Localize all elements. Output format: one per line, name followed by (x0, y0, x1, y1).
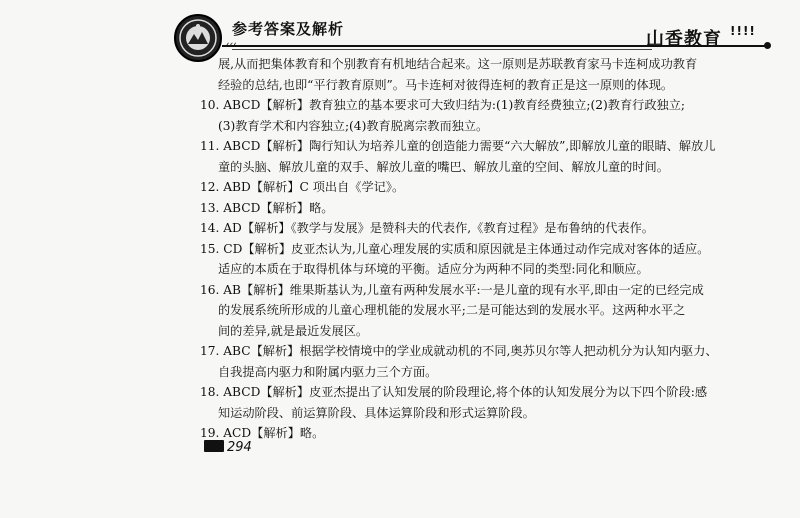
text-line: (3)教育学术和内容独立;(4)教育脱离宗教而独立。 (218, 118, 489, 133)
rule-end-dot (764, 42, 771, 49)
answer-item-15 (200, 239, 772, 280)
answer-item-13 (200, 198, 772, 219)
answer-item-10 (200, 95, 772, 136)
text-line: 11. ABCD【解析】陶行知认为培养儿童的创造能力需要“六大解放”,即解放儿童的眼睛、解放儿 (200, 139, 716, 153)
answer-item-18 (200, 382, 772, 423)
text-line: 童的头脑、解放儿童的双手、解放儿童的嘴巴、解放儿童的空间、解放儿童的时间。 (218, 159, 669, 174)
text-line: 知运动阶段、前运算阶段、具体运算阶段和形式运算阶段。 (218, 405, 535, 420)
answer-item-14 (200, 218, 772, 239)
text-line: 18. ABCD【解析】皮亚杰提出了认知发展的阶段理论,将个体的认知发展分为以下四个阶段:感 (200, 385, 708, 399)
intro-paragraph (200, 54, 772, 95)
text-line: 16. AB【解析】维果斯基认为,儿童有两种发展水平:一是儿童的现有水平,即由一定的已经完成 (200, 282, 704, 297)
answer-content (200, 54, 772, 444)
header-rule-thin (232, 49, 652, 50)
text-line: 13. ABCD【解析】略。 (200, 200, 334, 215)
text-line: 19. ACD【解析】略。 (200, 426, 325, 440)
answer-item-16 (200, 280, 772, 342)
page-footer (204, 440, 252, 455)
text-line: 14. AD【解析】《教学与发展》是赞科夫的代表作,《教育过程》是布鲁纳的代表作。 (200, 221, 654, 235)
text-line: 17. ABC【解析】根据学校情境中的学业成就动机的不同,奥苏贝尔等人把动机分为认知内驱力、 (200, 344, 718, 358)
text-line: 12. ABD【解析】C 项出自《学记》。 (200, 180, 405, 194)
page-number: 294 (227, 440, 252, 455)
text-line: 适应的本质在于取得机体与环境的平衡。适应分为两种不同的类型:同化和顺应。 (218, 262, 649, 276)
text-line: 间的差异,就是最近发展区。 (218, 323, 369, 338)
text-line: 自我提高内驱力和附属内驱力三个方面。 (218, 364, 438, 379)
text-line: 15. CD【解析】皮亚杰认为,儿童心理发展的实质和原因就是主体通过动作完成对客体的适应。 (200, 241, 710, 256)
brand-name: 山香教育 (646, 29, 722, 50)
text-line: 的发展系统所形成的儿童心理机能的发展水平;二是可能达到的发展水平。这两种水平之 (218, 303, 686, 317)
text-line: 10. ABCD【解析】教育独立的基本要求可大致归结为:(1)教育经费独立;(2)教育行政独立; (200, 98, 685, 112)
page-marker-icon (204, 440, 224, 452)
answer-item-17 (200, 341, 772, 382)
header-title: 参考答案及解析 (232, 20, 345, 38)
answer-item-19 (200, 423, 772, 444)
answer-item-11 (200, 136, 772, 177)
text-line: 展,从而把集体教育和个别教育有机地结合起来。这一原则是苏联教育家马卡连柯成功教育 (218, 57, 698, 71)
text-line: 经验的总结,也即“平行教育原则”。马卡连柯对彼得连柯的教育正是这一原则的体现。 (218, 77, 674, 92)
brand-decor: !!!! (730, 24, 756, 38)
answer-item-12 (200, 177, 772, 198)
